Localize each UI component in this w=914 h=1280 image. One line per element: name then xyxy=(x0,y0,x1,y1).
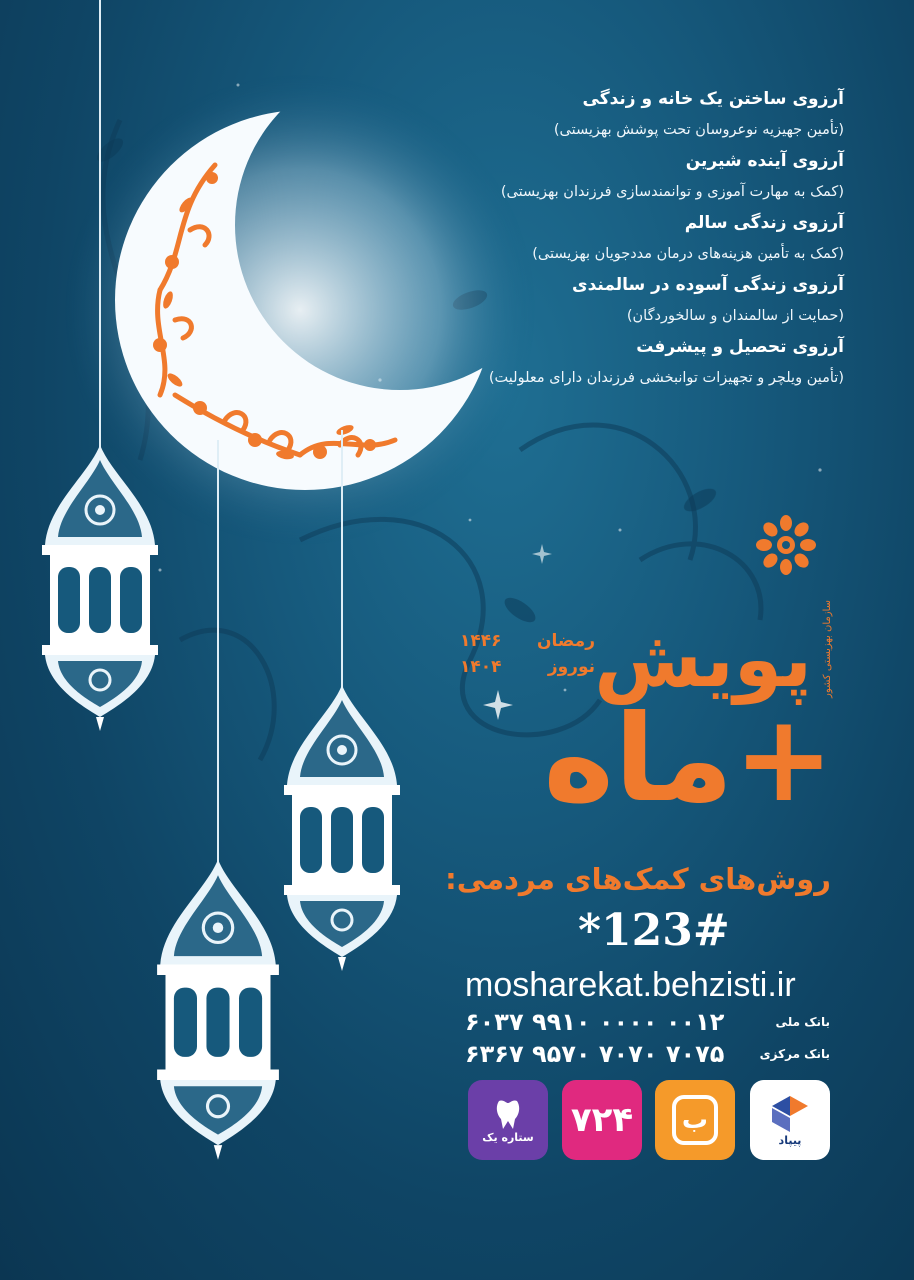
wish-title-3: آرزوی زندگی سالم xyxy=(684,213,844,233)
wish-subtitle-4: (حمایت از سالمندان و سالخوردگان) xyxy=(626,308,844,324)
wish-title-2: آرزوی آینده شیرین xyxy=(685,151,844,171)
peypad-logo-icon xyxy=(768,1094,812,1134)
bank2-account: ۶۳۶۷ ۹۵۷۰ ۷۰۷۰ ۷۰۷۵ xyxy=(465,1040,725,1068)
ramadan-year: ۱۴۴۶ xyxy=(460,631,502,651)
wish-title-1: آرزوی ساختن یک خانه و زندگی xyxy=(582,89,844,109)
app-setareyek-icon[interactable] xyxy=(468,1080,548,1160)
campaign-title-top: پویش xyxy=(594,615,812,705)
bank-account-row-1 xyxy=(465,1008,830,1036)
org-name: سازمان بهزیستی کشور xyxy=(822,600,833,699)
app-peypad-icon[interactable] xyxy=(750,1080,830,1160)
bank-account-row-2 xyxy=(465,1040,830,1068)
donation-heading: روش‌های کمک‌های مردمی: xyxy=(445,862,831,896)
campaign-dates xyxy=(460,628,595,680)
nowruz-label: نوروز xyxy=(547,657,595,677)
campaign-title-bottom: +ماه xyxy=(543,690,834,829)
ussd-code: *123# xyxy=(578,905,730,956)
bale-logo-icon: ب xyxy=(672,1095,718,1145)
org-logo-icon xyxy=(756,515,816,575)
ramadan-label: رمضان xyxy=(537,631,595,651)
nowruz-year: ۱۴۰۴ xyxy=(460,657,502,677)
bank1-label: بانک ملی xyxy=(775,1015,830,1029)
app-bale-icon[interactable] xyxy=(655,1080,735,1160)
app-724-label: ۷۲۴ xyxy=(570,1100,634,1140)
wish-subtitle-2: (کمک به مهارت آموزی و توانمندسازی فرزندان بهزیستی) xyxy=(500,184,844,200)
tooth-icon xyxy=(493,1097,523,1131)
wish-title-5: آرزوی تحصیل و پیشرفت xyxy=(636,337,844,357)
bank2-label: بانک مرکزی xyxy=(759,1047,830,1061)
wish-subtitle-5: (تأمین ویلچر و تجهیزات توانبخشی فرزندان دارای معلولیت) xyxy=(488,370,844,386)
wish-title-4: آرزوی زندگی آسوده در سالمندی xyxy=(572,275,844,295)
website-link[interactable]: mosharekat.behzisti.ir xyxy=(465,966,796,1004)
wish-subtitle-1: (تأمین جهیزیه نوعروسان تحت پوشش بهزیستی) xyxy=(553,122,844,138)
wish-subtitle-3: (کمک به تأمین هزینه‌های درمان مددجویان بهزیستی) xyxy=(532,246,844,262)
app-724-icon[interactable] xyxy=(562,1080,642,1160)
peypad-label: پیپاد xyxy=(778,1133,802,1147)
bank1-account: ۶۰۳۷ ۹۹۱۰ ۰۰۰۰ ۰۰۱۲ xyxy=(465,1008,725,1036)
setareyek-label: ستاره یک xyxy=(482,1130,534,1144)
